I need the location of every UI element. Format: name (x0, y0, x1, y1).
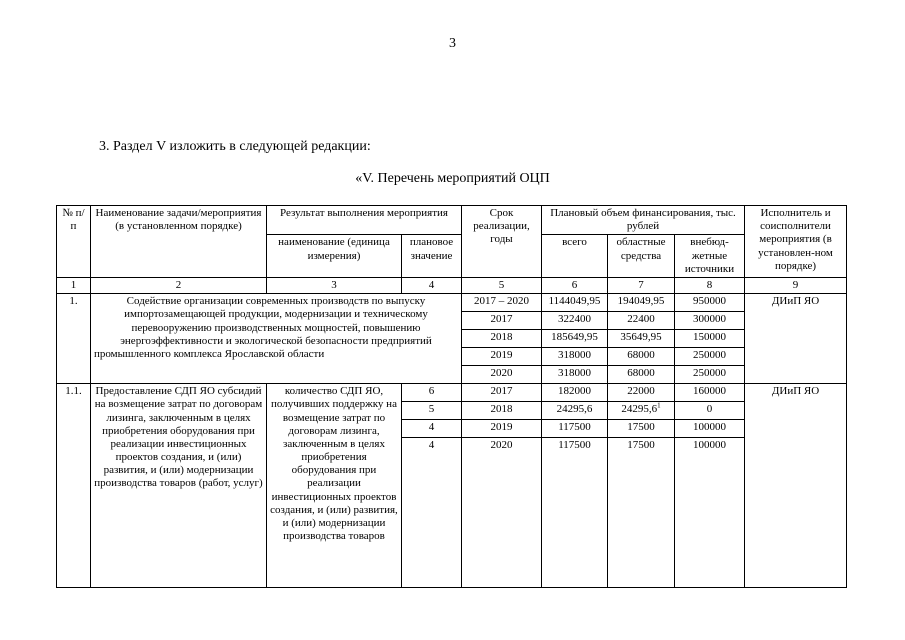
measures-table (56, 205, 847, 588)
table-row (57, 294, 847, 312)
regional-value: 17500 (627, 421, 655, 434)
header-result-plan: плановое значение (402, 235, 462, 278)
offbudget-cell: 250000 (675, 348, 745, 366)
total-cell: 185649,95 (542, 330, 608, 348)
page-number: 3 (449, 36, 456, 51)
column-number: 3 (267, 277, 402, 293)
offbudget-cell: 0 (675, 402, 745, 420)
total-cell: 24295,6 (542, 402, 608, 420)
regional-value: 24295,6 (621, 403, 658, 416)
task1-executor: ДИиП ЯО (745, 294, 847, 384)
column-number: 5 (462, 277, 542, 293)
plan-cell: 5 (402, 402, 462, 420)
term-cell: 2019 (462, 420, 542, 438)
term-cell: 2019 (462, 348, 542, 366)
column-number: 1 (57, 277, 91, 293)
offbudget-cell: 100000 (675, 420, 745, 438)
task11-num: 1.1. (57, 384, 91, 588)
offbudget-cell: 300000 (675, 312, 745, 330)
term-cell: 2017 – 2020 (462, 294, 542, 312)
plan-cell: 6 (402, 384, 462, 402)
column-number: 4 (402, 277, 462, 293)
section-heading: «V. Перечень мероприятий ОЦП (355, 171, 550, 186)
header-result-name: наименование (единица измерения) (267, 235, 402, 278)
term-cell: 2020 (462, 438, 542, 588)
header-result: Результат выполнения мероприятия (267, 206, 462, 235)
term-cell: 2017 (462, 312, 542, 330)
total-cell: 318000 (542, 348, 608, 366)
header-name: Наименование задачи/мероприятия (в установленном порядке) (91, 206, 267, 278)
header-fin-offbudget: внебюд-жетные источники (675, 235, 745, 278)
header-finance: Плановый объем финансирования, тыс. рублей (542, 206, 745, 235)
header-fin-total: всего (542, 235, 608, 278)
header-num: № п/п (57, 206, 91, 278)
column-number-row (57, 277, 847, 293)
regional-cell: 68000 (608, 348, 675, 366)
total-cell: 318000 (542, 366, 608, 384)
term-cell: 2018 (462, 402, 542, 420)
header-executor: Исполнитель и соисполнители мероприятия (в установлен-ном порядке) (745, 206, 847, 278)
column-number: 9 (745, 277, 847, 293)
column-number: 7 (608, 277, 675, 293)
regional-cell: 22400 (608, 312, 675, 330)
regional-cell (608, 402, 675, 420)
regional-value: 22000 (627, 385, 655, 398)
regional-cell: 194049,95 (608, 294, 675, 312)
task11-result-name: количество СДП ЯО, получивших поддержку на возмещение затрат по договорам лизинга, заключенным в целях приобретения оборудования при реализации инвестиционных проектов создания, и (или) развития, и (или) модернизации производства товаров (267, 384, 402, 588)
regional-cell: 68000 (608, 366, 675, 384)
total-cell: 117500 (542, 438, 608, 588)
plan-cell: 4 (402, 420, 462, 438)
total-cell: 117500 (542, 420, 608, 438)
plan-cell: 4 (402, 438, 462, 588)
term-cell: 2018 (462, 330, 542, 348)
task1-num: 1. (57, 294, 91, 384)
offbudget-cell: 160000 (675, 384, 745, 402)
total-cell: 322400 (542, 312, 608, 330)
offbudget-cell: 100000 (675, 438, 745, 588)
column-number: 2 (91, 277, 267, 293)
task11-executor: ДИиП ЯО (745, 384, 847, 588)
header-row-1 (57, 206, 847, 235)
offbudget-cell: 150000 (675, 330, 745, 348)
offbudget-cell: 250000 (675, 366, 745, 384)
regional-cell (608, 384, 675, 402)
task11-name: Предоставление СДП ЯО субсидий на возмещение затрат по договорам лизинга, заключенным в целях приобретения оборудования при реализации инвестиционных проектов создания, и (или) развития, и (или) модернизации производства товаров (работ, услуг) (91, 384, 267, 588)
regional-cell: 35649,95 (608, 330, 675, 348)
term-cell: 2020 (462, 366, 542, 384)
column-number: 6 (542, 277, 608, 293)
regional-cell (608, 438, 675, 588)
regional-cell (608, 420, 675, 438)
task1-name: Содействие организации современных производств по выпуску импортозамещающей продукции, модернизации и техническому перевооружению производственных мощностей, повышению энергоэффективности и экологической безопасности предприятий промышленного комплекса Ярославской области (91, 294, 462, 384)
intro-text: 3. Раздел V изложить в следующей редакции: (99, 139, 371, 154)
footnote-mark: 1 (657, 401, 661, 410)
term-cell: 2017 (462, 384, 542, 402)
total-cell: 1144049,95 (542, 294, 608, 312)
regional-value: 17500 (627, 439, 655, 452)
header-term: Срок реализации, годы (462, 206, 542, 278)
header-fin-regional: областные средства (608, 235, 675, 278)
column-number: 8 (675, 277, 745, 293)
table-row (57, 384, 847, 402)
offbudget-cell: 950000 (675, 294, 745, 312)
total-cell: 182000 (542, 384, 608, 402)
